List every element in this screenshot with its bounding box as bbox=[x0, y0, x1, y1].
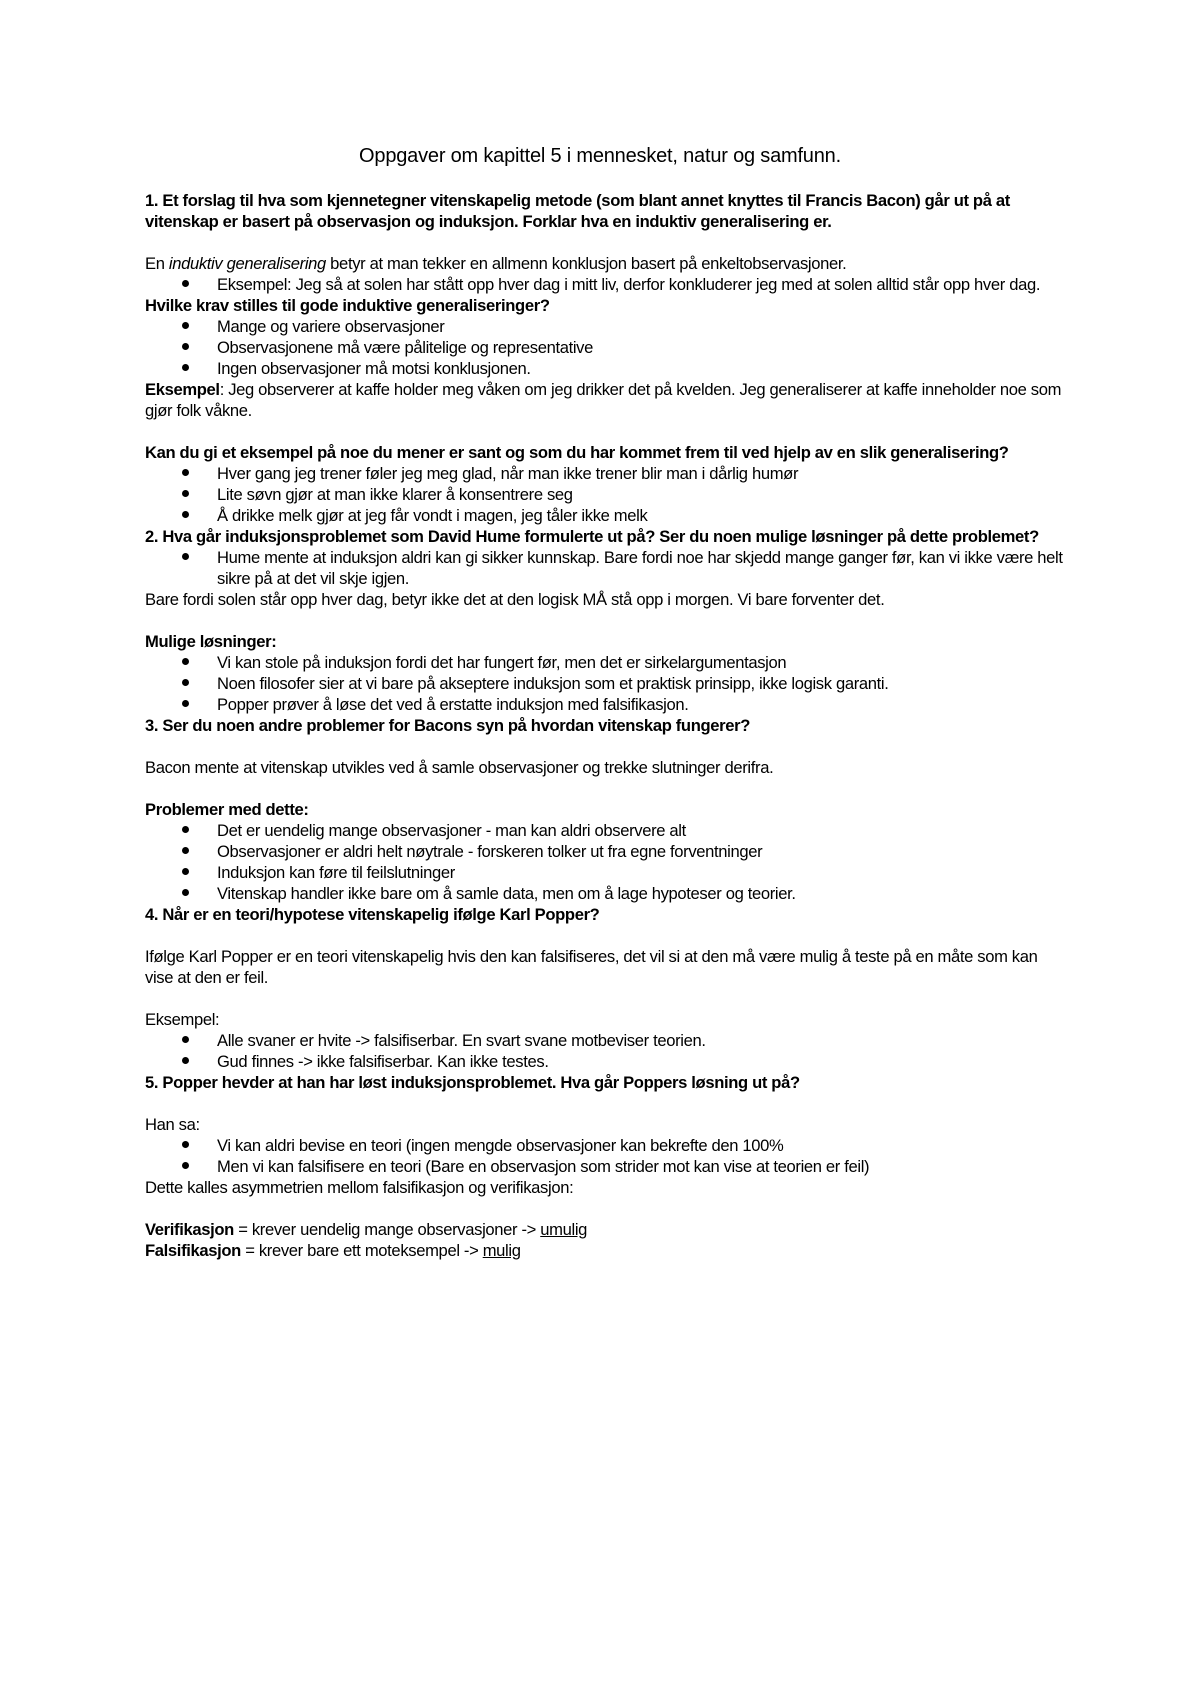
bullet-icon bbox=[182, 1057, 189, 1064]
list-item bbox=[145, 358, 1065, 379]
falsification-line bbox=[145, 1240, 1065, 1261]
section-4-example-label: Eksempel: bbox=[145, 1010, 220, 1029]
falsification-text: = krever bare ett moteksempel -> bbox=[240, 1241, 483, 1260]
list-item bbox=[145, 505, 1065, 526]
list-item bbox=[145, 463, 1065, 484]
list-item-text: Vi kan aldri bevise en teori (ingen mengde observasjoner kan bekrefte den 100% bbox=[217, 1136, 784, 1155]
bullet-icon bbox=[182, 364, 189, 371]
list-item bbox=[145, 1135, 1065, 1156]
bullet-icon bbox=[182, 826, 189, 833]
bullet-icon bbox=[182, 322, 189, 329]
list-item bbox=[145, 274, 1065, 295]
list-item bbox=[145, 673, 1065, 694]
list-item-text: Hver gang jeg trener føler jeg meg glad, når man ikke trener blir man i dårlig humør bbox=[217, 464, 799, 483]
list-item-text: Observasjoner er aldri helt nøytrale - forskeren tolker ut fra egne forventninger bbox=[217, 842, 763, 861]
bullet-icon bbox=[182, 343, 189, 350]
list-item-text: Det er uendelig mange observasjoner - man kan aldri observere alt bbox=[217, 821, 686, 840]
list-item bbox=[145, 652, 1065, 673]
section-2-hume-list bbox=[145, 547, 1065, 589]
list-item-text: Vi kan stole på induksjon fordi det har fungert før, men det er sirkelargumentasjon bbox=[217, 653, 787, 672]
list-item-text: Hume mente at induksjon aldri kan gi sikker kunnskap. Bare fordi noe har skjedd mange ganger før, kan vi ikke være helt sikre på at det vil skje igjen. bbox=[217, 548, 1063, 588]
question-4: 4. Når er en teori/hypotese vitenskapelig ifølge Karl Popper? bbox=[145, 905, 600, 924]
answer-1-term: induktiv generalisering bbox=[168, 254, 326, 273]
section-1-example-list bbox=[145, 274, 1065, 295]
example-text: : Jeg observerer at kaffe holder meg våken om jeg drikker det på kvelden. Jeg generaliserer at kaffe inneholder noe som gjør folk våkne. bbox=[145, 380, 1062, 420]
section-1-requirements-list bbox=[145, 316, 1065, 379]
bullet-icon bbox=[182, 889, 189, 896]
falsification-label: Falsifikasjon bbox=[145, 1241, 241, 1260]
list-item-text: Popper prøver å løse det ved å erstatte induksjon med falsifikasjon. bbox=[217, 695, 689, 714]
bullet-icon bbox=[182, 1162, 189, 1169]
list-item bbox=[145, 694, 1065, 715]
section-5-paragraph: Dette kalles asymmetrien mellom falsifikasjon og verifikasjon: bbox=[145, 1178, 574, 1197]
document-body bbox=[145, 190, 1065, 1261]
list-item bbox=[145, 337, 1065, 358]
section-3-paragraph: Bacon mente at vitenskap utvikles ved å samle observasjoner og trekke slutninger derifra. bbox=[145, 758, 774, 777]
list-item bbox=[145, 1030, 1065, 1051]
falsification-result: mulig bbox=[482, 1241, 521, 1260]
list-item-text: Gud finnes -> ikke falsifiserbar. Kan ikke testes. bbox=[217, 1052, 549, 1071]
section-3-problems-list bbox=[145, 820, 1065, 904]
list-item-text: Men vi kan falsifisere en teori (Bare en observasjon som strider mot kan vise at teorien er feil) bbox=[217, 1157, 870, 1176]
verification-line bbox=[145, 1219, 1065, 1240]
bullet-icon bbox=[182, 679, 189, 686]
list-item-text: Alle svaner er hvite -> falsifiserbar. En svart svane motbeviser teorien. bbox=[217, 1031, 706, 1050]
section-2-heading-2: Mulige løsninger: bbox=[145, 632, 277, 651]
document-title: Oppgaver om kapittel 5 i mennesket, natur og samfunn. bbox=[359, 145, 841, 167]
list-item bbox=[145, 316, 1065, 337]
answer-1-rest: betyr at man tekker en allmenn konklusjon basert på enkeltobservasjoner. bbox=[325, 254, 847, 273]
verification-label: Verifikasjon bbox=[145, 1220, 234, 1239]
list-item-text: Ingen observasjoner må motsi konklusjonen. bbox=[217, 359, 531, 378]
bullet-icon bbox=[182, 280, 189, 287]
list-item-text: Å drikke melk gjør at jeg får vondt i magen, jeg tåler ikke melk bbox=[217, 506, 648, 525]
list-item bbox=[145, 820, 1065, 841]
list-item bbox=[145, 484, 1065, 505]
bullet-icon bbox=[182, 868, 189, 875]
list-item-text: Eksempel: Jeg så at solen har stått opp hver dag i mitt liv, derfor konkluderer jeg med at solen alltid står opp hver dag. bbox=[217, 275, 1041, 294]
list-item-text: Vitenskap handler ikke bare om å samle data, men om å lage hypoteser og teorier. bbox=[217, 884, 796, 903]
bullet-icon bbox=[182, 700, 189, 707]
list-item-text: Mange og variere observasjoner bbox=[217, 317, 445, 336]
question-3: 3. Ser du noen andre problemer for Bacons syn på hvordan vitenskap fungerer? bbox=[145, 716, 751, 735]
verification-text: = krever uendelig mange observasjoner -> bbox=[233, 1220, 541, 1239]
question-2: 2. Hva går induksjonsproblemet som David Hume formulerte ut på? Ser du noen mulige løsninger på dette problemet? bbox=[145, 527, 1039, 546]
list-item bbox=[145, 841, 1065, 862]
list-item-text: Lite søvn gjør at man ikke klarer å konsentrere seg bbox=[217, 485, 573, 504]
example-label: Eksempel bbox=[145, 380, 220, 399]
list-item-text: Noen filosofer sier at vi bare på akseptere induksjon som et praktisk prinsipp, ikke logisk garanti. bbox=[217, 674, 889, 693]
question-1: 1. Et forslag til hva som kjennetegner vitenskapelig metode (som blant annet knyttes til Francis Bacon) går ut på at vitenskap er basert på observasjon og induksjon. Forklar hva en induktiv generalisering er. bbox=[145, 191, 1010, 231]
section-4-paragraph: Ifølge Karl Popper er en teori vitenskapelig hvis den kan falsifiseres, det vil si at den må være mulig å teste på en måte som kan vise at den er feil. bbox=[145, 947, 1038, 987]
list-item bbox=[145, 547, 1065, 589]
bullet-icon bbox=[182, 553, 189, 560]
list-item-text: Observasjonene må være pålitelige og representative bbox=[217, 338, 594, 357]
bullet-icon bbox=[182, 1036, 189, 1043]
section-5-list bbox=[145, 1135, 1065, 1177]
bullet-icon bbox=[182, 469, 189, 476]
bullet-icon bbox=[182, 1141, 189, 1148]
section-2-solutions-list bbox=[145, 652, 1065, 715]
list-item-text: Induksjon kan føre til feilslutninger bbox=[217, 863, 455, 882]
section-1-heading-3: Kan du gi et eksempel på noe du mener er sant og som du har kommet frem til ved hjelp av en slik generalisering? bbox=[145, 443, 1009, 462]
list-item bbox=[145, 883, 1065, 904]
verification-result: umulig bbox=[540, 1220, 588, 1239]
section-4-examples-list bbox=[145, 1030, 1065, 1072]
bullet-icon bbox=[182, 490, 189, 497]
section-1-example-paragraph bbox=[145, 379, 1065, 421]
answer-1-paragraph bbox=[145, 253, 1065, 274]
section-2-paragraph: Bare fordi solen står opp hver dag, betyr ikke det at den logisk MÅ stå opp i morgen. Vi bare forventer det. bbox=[145, 590, 885, 609]
section-1-heading-2: Hvilke krav stilles til gode induktive generaliseringer? bbox=[145, 296, 550, 315]
answer-1-prefix: En bbox=[145, 254, 169, 273]
section-1-own-examples-list bbox=[145, 463, 1065, 526]
list-item bbox=[145, 862, 1065, 883]
bullet-icon bbox=[182, 511, 189, 518]
bullet-icon bbox=[182, 847, 189, 854]
bullet-icon bbox=[182, 658, 189, 665]
section-3-heading-2: Problemer med dette: bbox=[145, 800, 309, 819]
section-5-intro: Han sa: bbox=[145, 1115, 200, 1134]
question-5: 5. Popper hevder at han har løst induksjonsproblemet. Hva går Poppers løsning ut på? bbox=[145, 1073, 800, 1092]
list-item bbox=[145, 1051, 1065, 1072]
list-item bbox=[145, 1156, 1065, 1177]
